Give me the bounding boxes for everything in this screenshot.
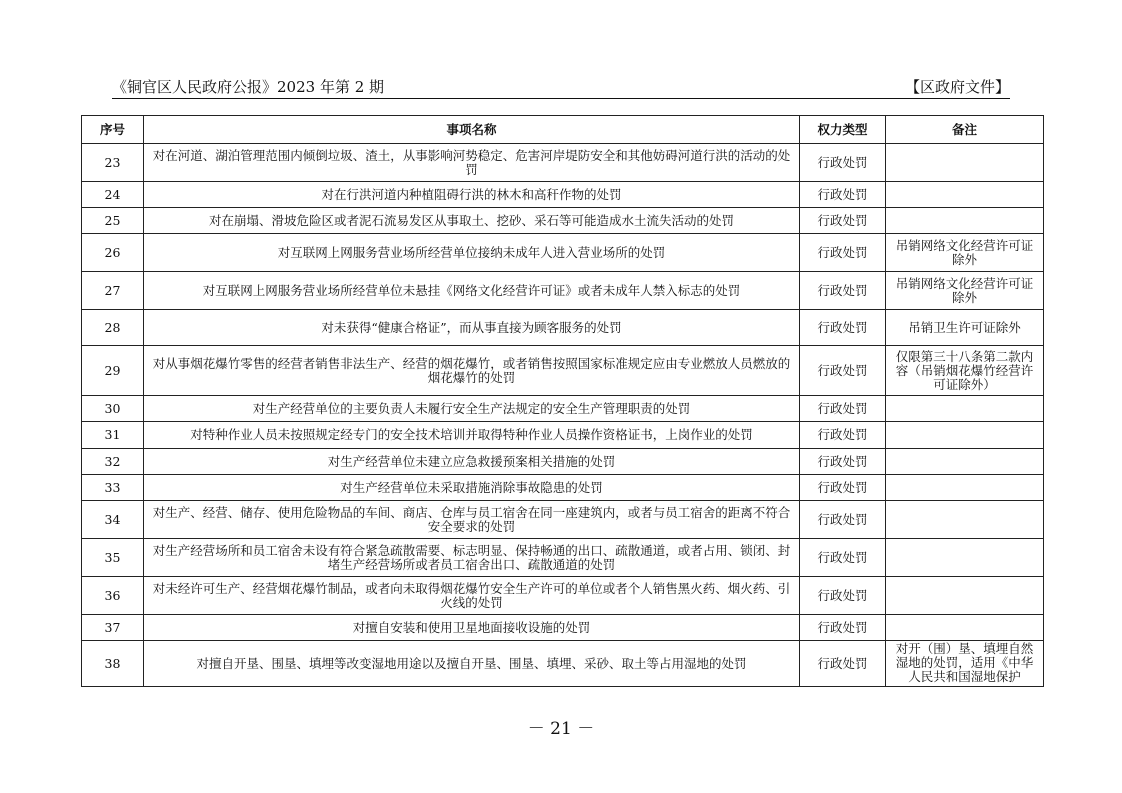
section-label: 【区政府文件】 — [904, 78, 1010, 96]
row-name: 对在河道、湖泊管理范围内倾倒垃圾、渣土，从事影响河势稳定、危害河岸堤防安全和其他妨碍河道行洪的活动的处罚 — [144, 144, 800, 182]
row-num: 32 — [82, 449, 144, 475]
row-num: 24 — [82, 182, 144, 208]
row-name: 对生产经营单位的主要负责人未履行安全生产法规定的安全生产管理职责的处罚 — [144, 396, 800, 422]
row-note — [886, 182, 1044, 208]
row-note — [886, 475, 1044, 501]
page-number: － 21 － — [527, 719, 595, 739]
row-num: 33 — [82, 475, 144, 501]
table-row — [82, 577, 1044, 615]
row-type: 行政处罚 — [800, 310, 886, 346]
row-type: 行政处罚 — [800, 396, 886, 422]
row-note: 吊销网络文化经营许可证除外 — [886, 272, 1044, 310]
table-row — [82, 234, 1044, 272]
row-num: 36 — [82, 577, 144, 615]
row-name: 对生产经营单位未建立应急救援预案相关措施的处罚 — [144, 449, 800, 475]
row-name: 对互联网上网服务营业场所经营单位未悬挂《网络文化经营许可证》或者未成年人禁入标志的处罚 — [144, 272, 800, 310]
header-note: 备注 — [886, 116, 1044, 144]
row-note — [886, 577, 1044, 615]
row-name: 对在崩塌、滑坡危险区或者泥石流易发区从事取土、挖砂、采石等可能造成水土流失活动的处罚 — [144, 208, 800, 234]
row-num: 34 — [82, 501, 144, 539]
header-type: 权力类型 — [800, 116, 886, 144]
row-type: 行政处罚 — [800, 208, 886, 234]
row-num: 38 — [82, 641, 144, 687]
table-header-row — [82, 116, 1044, 144]
table-row — [82, 501, 1044, 539]
table-row — [82, 182, 1044, 208]
table-row — [82, 346, 1044, 396]
table-row — [82, 615, 1044, 641]
row-num: 28 — [82, 310, 144, 346]
header-divider — [112, 98, 1010, 99]
row-type: 行政处罚 — [800, 144, 886, 182]
row-type: 行政处罚 — [800, 182, 886, 208]
header-name: 事项名称 — [144, 116, 800, 144]
row-num: 31 — [82, 422, 144, 449]
row-type: 行政处罚 — [800, 501, 886, 539]
row-name: 对在行洪河道内种植阻碍行洪的林木和高秆作物的处罚 — [144, 182, 800, 208]
row-type: 行政处罚 — [800, 422, 886, 449]
table-row — [82, 272, 1044, 310]
row-num: 27 — [82, 272, 144, 310]
row-name: 对生产经营单位未采取措施消除事故隐患的处罚 — [144, 475, 800, 501]
row-note: 仅限第三十八条第二款内容（吊销烟花爆竹经营许可证除外） — [886, 346, 1044, 396]
row-name: 对擅自安装和使用卫星地面接收设施的处罚 — [144, 615, 800, 641]
bulletin-header-title: 《铜官区人民政府公报》2023 年第 2 期 — [112, 78, 385, 96]
row-note — [886, 501, 1044, 539]
row-type: 行政处罚 — [800, 539, 886, 577]
row-num: 30 — [82, 396, 144, 422]
table-row — [82, 144, 1044, 182]
row-name: 对生产经营场所和员工宿舍未设有符合紧急疏散需要、标志明显、保持畅通的出口、疏散通道，或者占用、锁闭、封堵生产经营场所或者员工宿舍出口、疏散通道的处罚 — [144, 539, 800, 577]
items-table — [81, 115, 1044, 687]
row-name: 对从事烟花爆竹零售的经营者销售非法生产、经营的烟花爆竹，或者销售按照国家标准规定应由专业燃放人员燃放的烟花爆竹的处罚 — [144, 346, 800, 396]
row-name: 对特种作业人员未按照规定经专门的安全技术培训并取得特种作业人员操作资格证书，上岗作业的处罚 — [144, 422, 800, 449]
table-row — [82, 310, 1044, 346]
row-name: 对生产、经营、储存、使用危险物品的车间、商店、仓库与员工宿舍在同一座建筑内，或者与员工宿舍的距离不符合安全要求的处罚 — [144, 501, 800, 539]
table-row — [82, 396, 1044, 422]
table-row — [82, 475, 1044, 501]
row-note — [886, 208, 1044, 234]
row-type: 行政处罚 — [800, 272, 886, 310]
row-note — [886, 396, 1044, 422]
row-num: 29 — [82, 346, 144, 396]
header-num: 序号 — [82, 116, 144, 144]
row-name: 对未获得“健康合格证”，而从事直接为顾客服务的处罚 — [144, 310, 800, 346]
row-name: 对未经许可生产、经营烟花爆竹制品，或者向未取得烟花爆竹安全生产许可的单位或者个人销售黑火药、烟火药、引火线的处罚 — [144, 577, 800, 615]
row-num: 23 — [82, 144, 144, 182]
row-note — [886, 539, 1044, 577]
row-type: 行政处罚 — [800, 641, 886, 687]
row-note — [886, 144, 1044, 182]
row-name: 对擅自开垦、围垦、填埋等改变湿地用途以及擅自开垦、围垦、填埋、采砂、取土等占用湿地的处罚 — [144, 641, 800, 687]
table-row — [82, 422, 1044, 449]
row-note — [886, 449, 1044, 475]
row-note: 对开（围）垦、填埋自然湿地的处罚，适用《中华人民共和国湿地保护 — [886, 641, 1044, 687]
row-type: 行政处罚 — [800, 449, 886, 475]
row-type: 行政处罚 — [800, 234, 886, 272]
table-row — [82, 449, 1044, 475]
row-num: 26 — [82, 234, 144, 272]
table-row — [82, 641, 1044, 687]
row-note: 吊销网络文化经营许可证除外 — [886, 234, 1044, 272]
table-row — [82, 208, 1044, 234]
row-num: 25 — [82, 208, 144, 234]
table-row — [82, 539, 1044, 577]
row-type: 行政处罚 — [800, 615, 886, 641]
row-type: 行政处罚 — [800, 346, 886, 396]
row-num: 35 — [82, 539, 144, 577]
row-type: 行政处罚 — [800, 475, 886, 501]
row-note — [886, 422, 1044, 449]
row-name: 对互联网上网服务营业场所经营单位接纳未成年人进入营业场所的处罚 — [144, 234, 800, 272]
row-note: 吊销卫生许可证除外 — [886, 310, 1044, 346]
row-note — [886, 615, 1044, 641]
row-num: 37 — [82, 615, 144, 641]
row-type: 行政处罚 — [800, 577, 886, 615]
